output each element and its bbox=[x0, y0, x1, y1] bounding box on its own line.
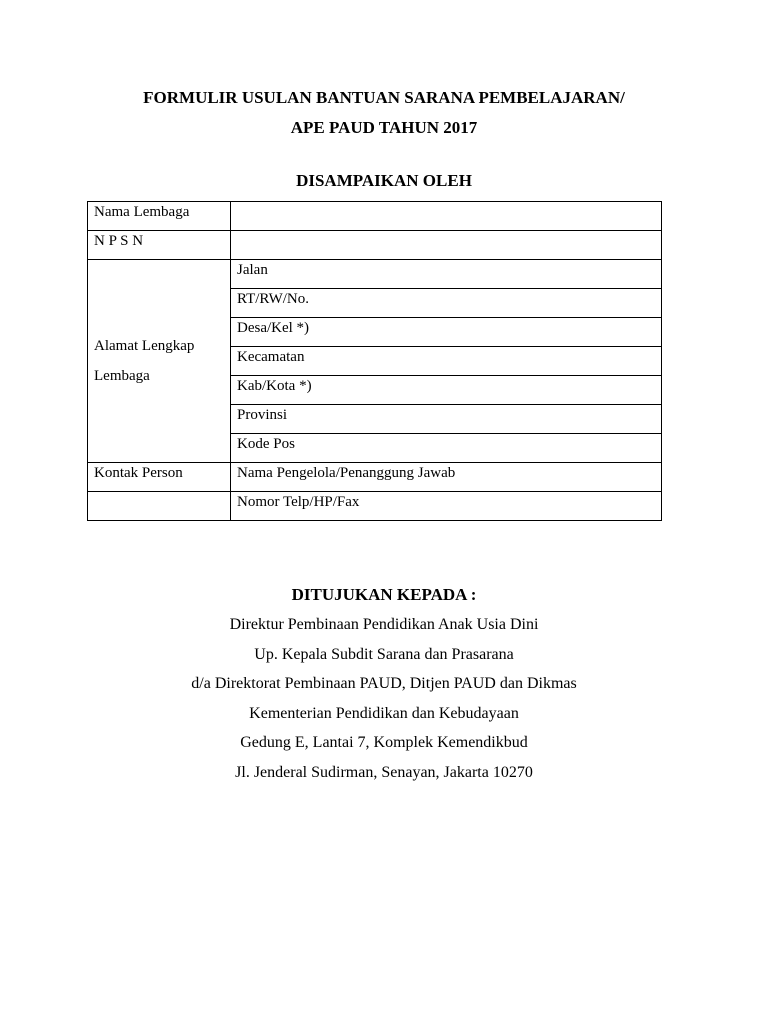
institution-name-label: Nama Lembaga bbox=[88, 202, 231, 231]
street-field[interactable]: Jalan bbox=[231, 260, 662, 289]
phone-field[interactable]: Nomor Telp/HP/Fax bbox=[231, 492, 662, 521]
recipient-line: Kementerian Pendidikan dan Kebudayaan bbox=[249, 704, 519, 722]
rt-rw-no-field[interactable]: RT/RW/No. bbox=[231, 289, 662, 318]
institution-name-field[interactable] bbox=[231, 202, 662, 231]
recipient-line: Direktur Pembinaan Pendidikan Anak Usia Dini bbox=[229, 616, 539, 633]
recipient-line: Up. Kepala Subdit Sarana dan Prasarana bbox=[254, 645, 514, 663]
address-label-line-1: Alamat Lengkap bbox=[94, 338, 195, 354]
submitter-info-table bbox=[87, 201, 662, 521]
manager-name-field[interactable]: Nama Pengelola/Penanggung Jawab bbox=[231, 463, 662, 492]
empty-label-cell bbox=[88, 492, 231, 521]
contact-person-label: Kontak Person bbox=[88, 463, 231, 492]
postal-code-field[interactable]: Kode Pos bbox=[231, 434, 662, 463]
npsn-field[interactable] bbox=[231, 231, 662, 260]
address-label bbox=[88, 260, 231, 463]
regency-city-field[interactable]: Kab/Kota *) bbox=[231, 376, 662, 405]
table-row bbox=[88, 260, 662, 289]
table-row bbox=[88, 463, 662, 492]
form-title-line-1: FORMULIR USULAN BANTUAN SARANA PEMBELAJARAN/ bbox=[143, 88, 625, 107]
province-field[interactable]: Provinsi bbox=[231, 405, 662, 434]
submitted-by-heading: DISAMPAIKAN OLEH bbox=[296, 171, 472, 190]
table-row bbox=[88, 231, 662, 260]
form-title-line-2: APE PAUD TAHUN 2017 bbox=[290, 118, 478, 137]
recipient-line: d/a Direktorat Pembinaan PAUD, Ditjen PAUD dan Dikmas bbox=[191, 675, 577, 692]
recipient-address bbox=[0, 614, 768, 791]
village-field[interactable]: Desa/Kel *) bbox=[231, 318, 662, 347]
table-row bbox=[88, 202, 662, 231]
table-row bbox=[88, 492, 662, 521]
addressed-to-heading: DITUJUKAN KEPADA : bbox=[291, 585, 477, 604]
address-label-line-2: Lembaga bbox=[94, 368, 150, 384]
recipient-line: Gedung E, Lantai 7, Komplek Kemendikbud bbox=[240, 734, 528, 751]
npsn-label: N P S N bbox=[88, 231, 231, 260]
district-field[interactable]: Kecamatan bbox=[231, 347, 662, 376]
recipient-line: Jl. Jenderal Sudirman, Senayan, Jakarta 10270 bbox=[235, 763, 533, 781]
